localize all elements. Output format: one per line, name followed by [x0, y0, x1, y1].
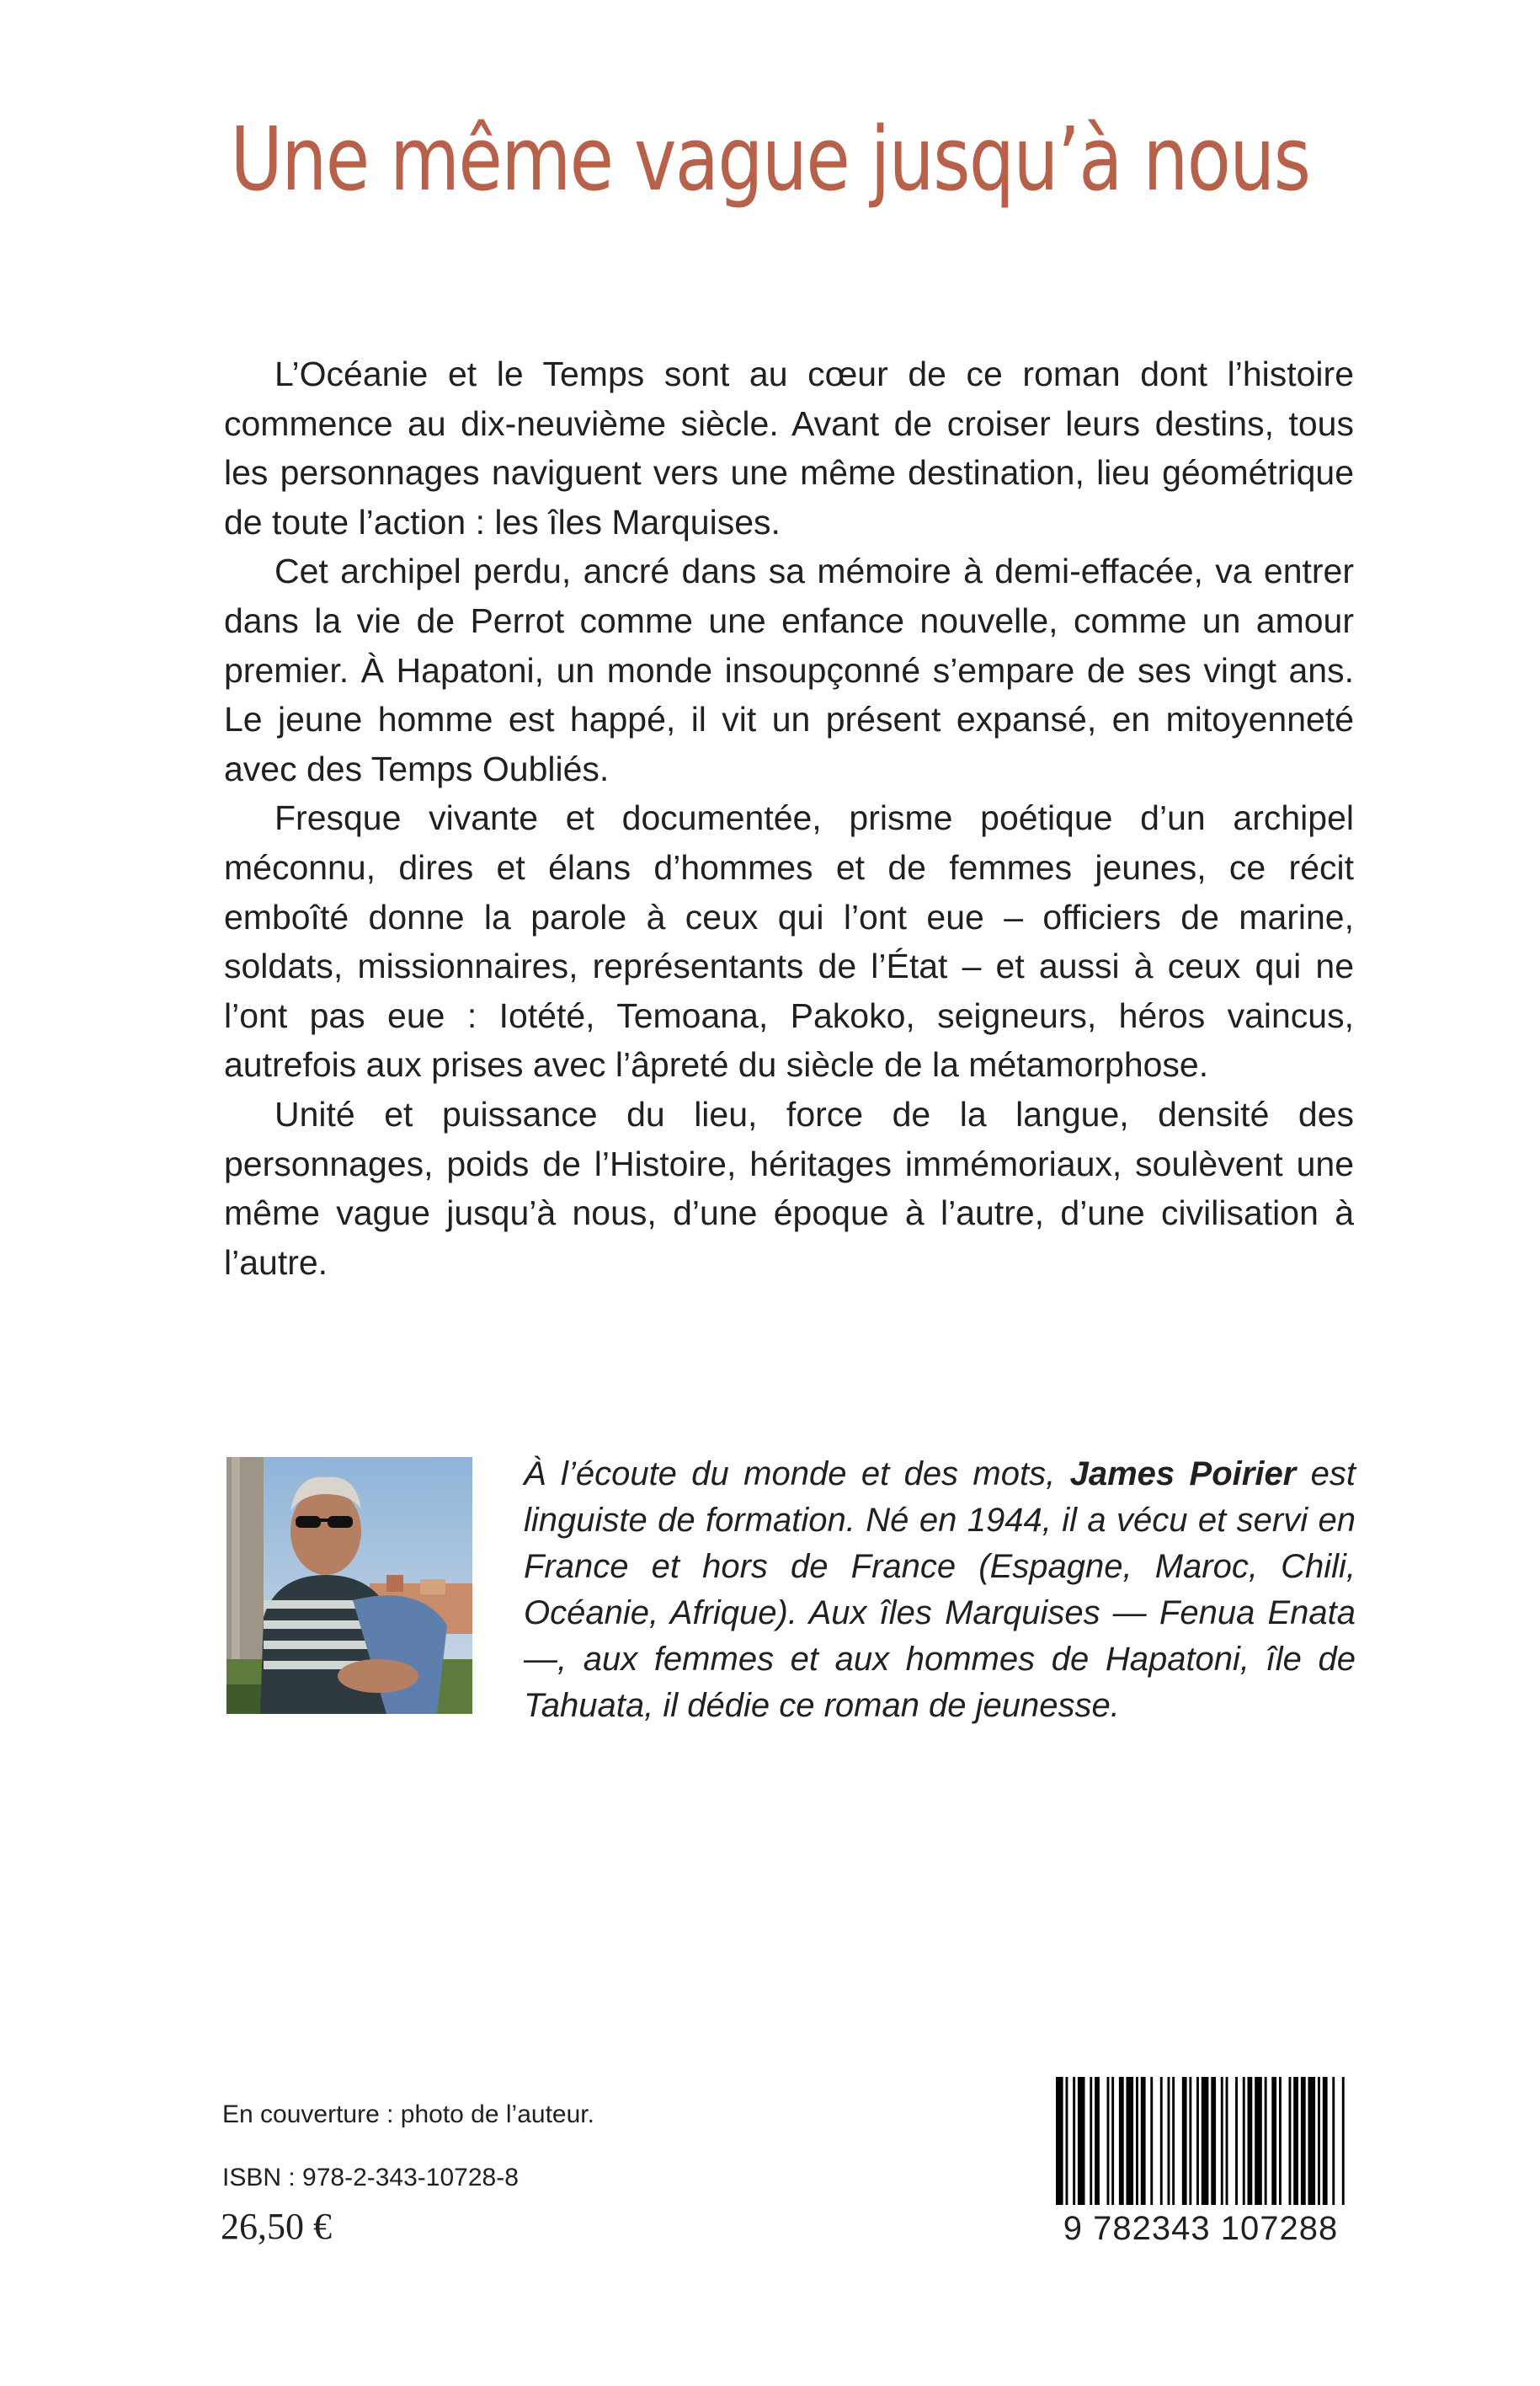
- isbn: ISBN : 978-2-343-10728-8: [222, 2164, 519, 2191]
- author-photo: [226, 1457, 472, 1714]
- blurb-paragraph: Unité et puissance du lieu, force de la langue, densité des personnages, poids de l’Histoire, héritages immémoriaux, soulèvent une même vague jusqu’à nous, d’une époque à l’autre, d’une civilisation à l’autre.: [224, 1094, 1354, 1282]
- bio-text: est linguiste de formation. Né en 1944, il a vécu et servi en France et hors de France (Espagne, Maroc, Chili, Océanie, Afrique). Aux îles Marquises — Fenua Enata —, aux femmes et aux hommes de Hapatoni, île de Tahuata, il dédie ce roman de jeunesse.: [524, 1455, 1356, 1724]
- price: 26,50 €: [221, 2206, 332, 2247]
- blurb-paragraph: Cet archipel perdu, ancré dans sa mémoire à demi-effacée, va entrer dans la vie de Perrot comme une enfance nouvelle, comme un amour premier. À Hapatoni, un monde insoupçonné s’empare de ses vingt ans. Le jeune homme est happé, il vit un présent expansé, en mitoyenneté avec des Temps Oubliés.: [224, 552, 1354, 788]
- bio-intro: À l’écoute du monde et des mots,: [524, 1455, 1070, 1492]
- blurb-paragraph: Fresque vivante et documentée, prisme poétique d’un archipel méconnu, dires et élans d’hommes et de femmes jeunes, ce récit emboîté donne la parole à ceux qui l’ont eue – officiers de marine, soldats, missionnaires, représentants de l’État – et aussi à ceux qui ne l’ont pas eue : Iotété, Temoana, Pakoko, seigneurs, héros vaincus, autrefois aux prises avec l’âpreté du siècle de la métamorphose.: [224, 798, 1354, 1085]
- barcode-digits: 9 782343 107288: [1063, 2210, 1339, 2247]
- barcode: [1051, 2077, 1351, 2261]
- barcode-bars: [1051, 2077, 1351, 2210]
- author-bio: [524, 1451, 1356, 1729]
- blurb-paragraph: L’Océanie et le Temps sont au cœur de ce roman dont l’histoire commence au dix-neuvième siècle. Avant de croiser leurs destins, tous les personnages naviguent vers une même destination, lieu géométrique de toute l’action : les îles Marquises.: [224, 355, 1354, 542]
- book-title: Une même vague jusqu’à nous: [230, 108, 1310, 211]
- back-cover-blurb: [224, 350, 1354, 1287]
- cover-credit: En couverture : photo de l’auteur.: [222, 2100, 594, 2128]
- author-name: James Poirier: [1069, 1455, 1297, 1492]
